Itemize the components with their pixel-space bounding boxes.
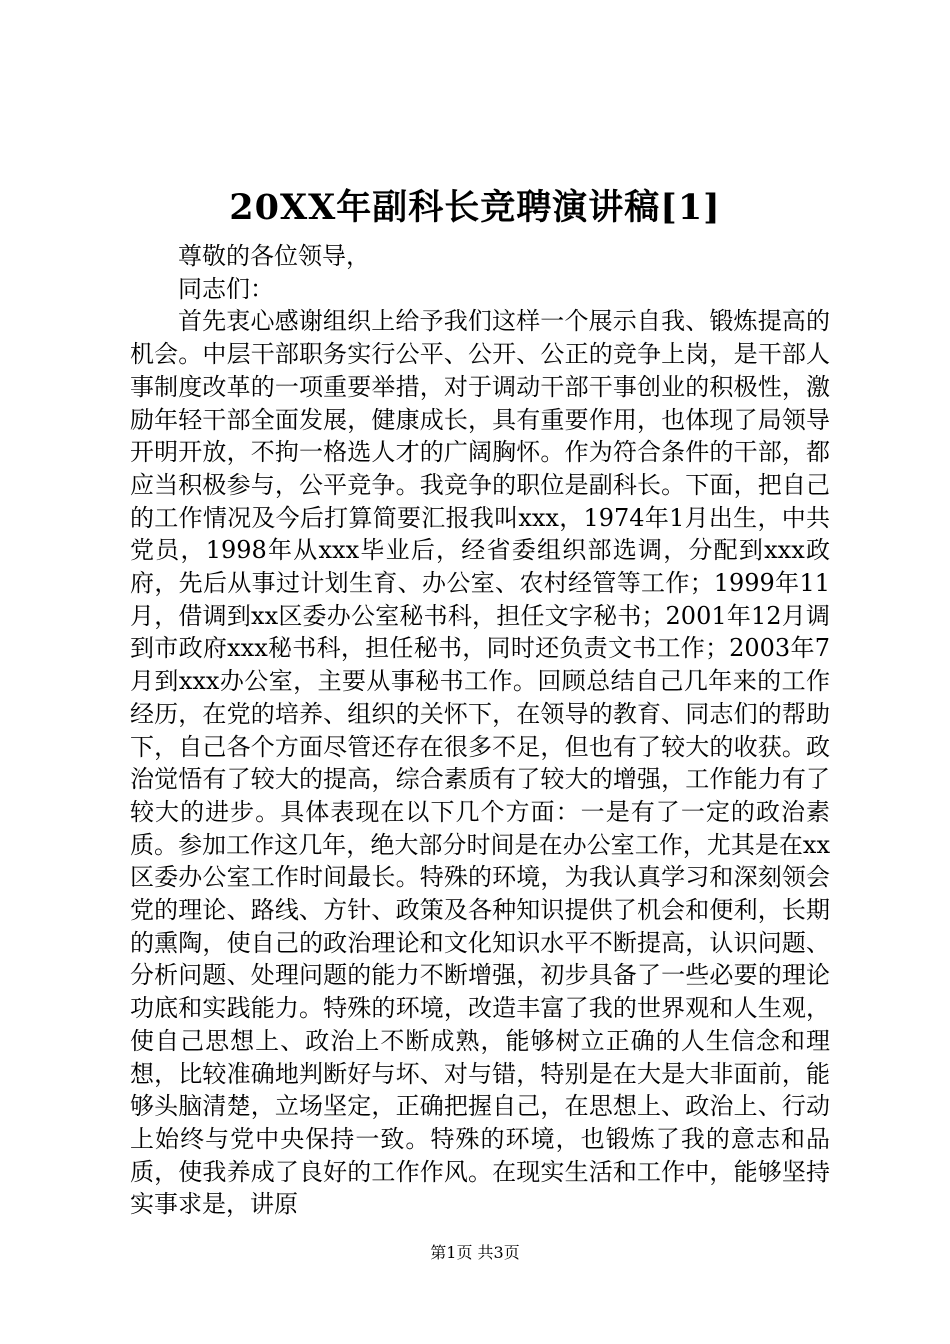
document-body [130,240,830,1221]
salutation-comrades: 同志们： [178,274,274,303]
salutation-leaders: 尊敬的各位领导， [178,242,370,270]
document-title: 20XX年副科长竞聘演讲稿[1] [229,187,721,228]
page-number: 第1页 共3页 [430,1243,520,1262]
body-paragraph: 首先衷心感谢组织上给予我们这样一个展示自我、锻炼提高的机会。中层干部职务实行公平、公开、公正的竞争上岗，是干部人事制度改革的一项重要举措，对于调动干部干事创业的积极性，激励年轻干部全面发展，健康成长，具有重要作用，也体现了局领导开明开放，不拘一格选人才的广阔胸怀。作为符合条件的干部，都应当积极参与，公平竞争。我竞争的职位是副科长。下面，把自己的工作情况及今后打算简要汇报我叫xxx，1974年1月出生，中共党员，1998年从xxx毕业后，经省委组织部选调，分配到xxx政府，先后从事过计划生育、办公室、农村经管等工作；1999年11月，借调到xx区委办公室秘书科，担任文字秘书；2001年12月调到市政府xxx秘书科，担任秘书，同时还负责文书工作；2003年7月到xxx办公室，主要从事秘书工作。回顾总结自己几年来的工作经历，在党的培养、组织的关怀下，在领导的教育、同志们的帮助下，自己各个方面尽管还存在很多不足，但也有了较大的收获。政治觉悟有了较大的提高，综合素质有了较大的增强，工作能力有了较大的进步。具体表现在以下几个方面：一是有了一定的政治素质。参加工作这几年，绝大部分时间是在办公室工作，尤其是在xx区委办公室工作时间最长。特殊的环境，为我认真学习和深刻领会党的理论、路线、方针、政策及各种知识提供了机会和便利，长期的熏陶，使自己的政治理论和文化知识水平不断提高，认识问题、分析问题、处理问题的能力不断增强，初步具备了一些必要的理论功底和实践能力。特殊的环境，改造丰富了我的世界观和人生观，使自己思想上、政治上不断成熟，能够树立正确的人生信念和理想，比较准确地判断好与坏、对与错，特别是在大是大非面前，能够头脑清楚，立场坚定，正确把握自己，在思想上、政治上、行动上始终与党中央保持一致。特殊的环境，也锻炼了我的意志和品质，使我养成了良好的工作作风。在现实生活和工作中，能够坚持实事求是，讲原 [130,307,830,1219]
